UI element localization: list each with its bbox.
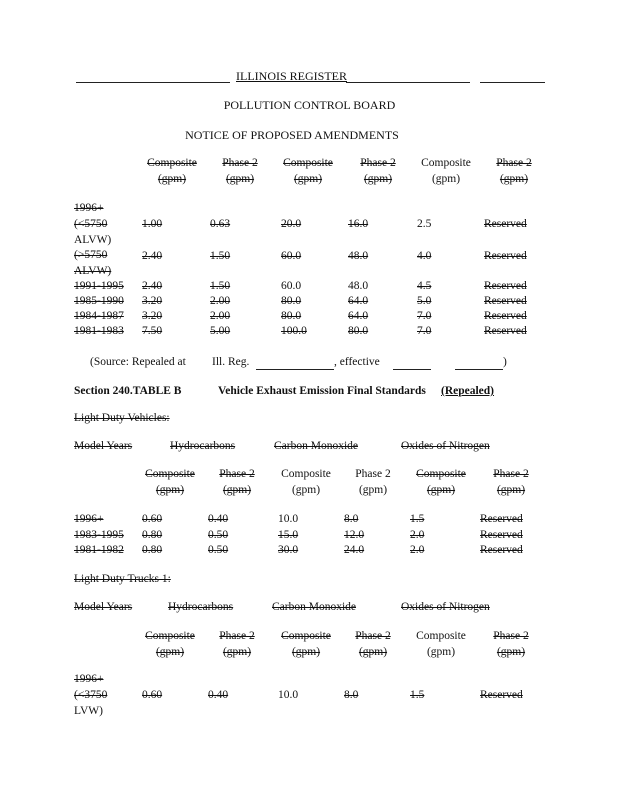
table_b-group-header: Model Years — [74, 440, 133, 452]
table_c-group-header: Hydrocarbons — [168, 601, 234, 613]
table_c-cell: 0.40 — [208, 689, 229, 701]
table_a-cell: 60.0 — [281, 250, 302, 262]
section-number: Section 240.TABLE B — [74, 385, 182, 397]
table_a-column-header: Composite — [147, 157, 197, 169]
table_b-column-header: Composite — [416, 468, 466, 480]
table_b-cell: 15.0 — [278, 529, 299, 541]
table_b-cell: 2.0 — [410, 529, 425, 541]
table_b-cell: 12.0 — [344, 529, 365, 541]
source-blank-2 — [393, 369, 431, 370]
table_b-cell: 0.80 — [142, 544, 163, 556]
table_b-cell: 0.50 — [208, 529, 229, 541]
table_b-cell: 30.0 — [278, 544, 299, 556]
table_a-column-header: Phase 2 — [222, 157, 258, 169]
table_a-cell: 100.0 — [281, 325, 307, 337]
table_b-column-header: Composite — [145, 468, 195, 480]
table_a-cell: 7.0 — [417, 325, 432, 337]
table_a-cell: 48.0 — [348, 250, 369, 262]
table_a-row-label: 1996+ — [74, 202, 104, 214]
register-title: ILLINOIS REGISTER — [236, 69, 347, 83]
table_b-column-unit: (gpm) — [358, 484, 388, 496]
table_c-column-header: Phase 2 — [493, 630, 529, 642]
table_c-group-header: Oxides of Nitrogen — [401, 601, 490, 613]
table_b-cell: 1.5 — [410, 513, 425, 525]
table_a-column-header: Phase 2 — [496, 157, 532, 169]
table_a-cell: 64.0 — [348, 295, 369, 307]
table_b-group-header: Oxides of Nitrogen — [401, 440, 490, 452]
table_a-cell: 4.5 — [417, 280, 432, 292]
table_a-cell: 80.0 — [281, 310, 302, 322]
table_a-column-unit: (gpm) — [431, 173, 461, 185]
table_a-cell: Reserved — [484, 325, 527, 337]
source-text-b: Ill. Reg. — [212, 356, 250, 368]
source-blank-3 — [455, 369, 503, 370]
source-text-c: , effective — [334, 356, 380, 368]
table_a-column-unit: (gpm) — [363, 173, 393, 185]
header-rule-page — [480, 82, 545, 83]
table_b-cell: Reserved — [480, 529, 523, 541]
table_a-cell: 48.0 — [348, 280, 369, 292]
table_b-cell: 0.40 — [208, 513, 229, 525]
table_c-column-header: Composite — [416, 630, 466, 642]
table_a-row-label: ALVW) — [74, 265, 112, 277]
table_b-cell: Reserved — [480, 544, 523, 556]
table_a-column-unit: (gpm) — [293, 173, 323, 185]
table_a-column-unit: (gpm) — [157, 173, 187, 185]
table_c-column-unit: (gpm) — [426, 646, 456, 658]
table-c-heading: Light Duty Trucks 1: — [74, 573, 171, 585]
table_c-cell: 10.0 — [278, 689, 299, 701]
table_a-cell: 20.0 — [281, 218, 302, 230]
table_a-cell: Reserved — [484, 218, 527, 230]
table_b-cell: 0.80 — [142, 529, 163, 541]
table_c-column-unit: (gpm) — [496, 646, 526, 658]
table_c-cell: 8.0 — [344, 689, 359, 701]
table_a-row-label: (<5750 — [74, 218, 108, 230]
table_b-column-unit: (gpm) — [496, 484, 526, 496]
table_b-column-unit: (gpm) — [222, 484, 252, 496]
table_a-row-label: (>5750 — [74, 249, 108, 261]
table_b-row-label: 1996+ — [74, 513, 104, 525]
table_a-cell: 2.5 — [417, 218, 432, 230]
table_b-cell: 24.0 — [344, 544, 365, 556]
table_b-column-header: Composite — [281, 468, 331, 480]
table_a-cell: Reserved — [484, 250, 527, 262]
table_a-cell: 16.0 — [348, 218, 369, 230]
table_a-cell: 7.50 — [142, 325, 163, 337]
table_a-cell: 2.40 — [142, 280, 163, 292]
table_a-row-label: 1991-1995 — [74, 280, 124, 292]
table_b-cell: Reserved — [480, 513, 523, 525]
table_a-cell: 1.00 — [142, 218, 163, 230]
table_c-column-unit: (gpm) — [155, 646, 185, 658]
table_b-column-header: Phase 2 — [219, 468, 255, 480]
table-b-heading: Light Duty Vehicles: — [74, 412, 170, 424]
table_b-cell: 0.60 — [142, 513, 163, 525]
table_a-cell: 0.63 — [210, 218, 231, 230]
table_b-column-unit: (gpm) — [291, 484, 321, 496]
board-title: POLLUTION CONTROL BOARD — [223, 98, 396, 112]
table_a-column-unit: (gpm) — [225, 173, 255, 185]
table_a-cell: 1.50 — [210, 280, 231, 292]
table_a-row-label: 1981-1983 — [74, 325, 124, 337]
table_a-cell: Reserved — [484, 310, 527, 322]
table_c-column-unit: (gpm) — [222, 646, 252, 658]
table_b-row-label: 1981-1982 — [74, 544, 124, 556]
table_a-row-label: 1984-1987 — [74, 310, 124, 322]
table_a-column-header: Composite — [283, 157, 333, 169]
table_c-column-header: Composite — [281, 630, 331, 642]
table_b-row-label: 1983-1995 — [74, 529, 124, 541]
table_a-cell: 2.00 — [210, 295, 231, 307]
table_a-cell: 64.0 — [348, 310, 369, 322]
table_a-row-label: ALVW) — [74, 234, 112, 246]
table_a-cell: 1.50 — [210, 250, 231, 262]
table_b-group-header: Carbon Monoxide — [274, 440, 359, 452]
table_a-column-header: Composite — [421, 157, 471, 169]
table_a-cell: 4.0 — [417, 250, 432, 262]
table_a-cell: 60.0 — [281, 280, 302, 292]
notice-title: NOTICE OF PROPOSED AMENDMENTS — [185, 128, 399, 142]
table_c-group-header: Carbon Monoxide — [272, 601, 357, 613]
table_a-cell: 2.40 — [142, 250, 163, 262]
table_b-cell: 2.0 — [410, 544, 425, 556]
header-rule-right — [346, 82, 470, 83]
table_a-cell: 5.0 — [417, 295, 432, 307]
source-text-d: ) — [503, 356, 507, 368]
table_a-cell: 80.0 — [348, 325, 369, 337]
table_b-column-unit: (gpm) — [155, 484, 185, 496]
table_c-row-label: LVW) — [74, 705, 103, 717]
table_c-column-header: Composite — [145, 630, 195, 642]
table_a-row-label: 1985-1990 — [74, 295, 124, 307]
source-text-a: (Source: Repealed at — [90, 356, 186, 368]
table_c-row-label: (<3750 — [74, 689, 108, 701]
table_a-cell: 80.0 — [281, 295, 302, 307]
header-rule-left — [76, 82, 230, 83]
table_b-cell: 8.0 — [344, 513, 359, 525]
table_c-group-header: Model Years — [74, 601, 133, 613]
table_a-cell: 5.00 — [210, 325, 231, 337]
table_c-cell: Reserved — [480, 689, 523, 701]
table_a-cell: Reserved — [484, 295, 527, 307]
table_b-column-header: Phase 2 — [355, 468, 391, 480]
table_b-group-header: Hydrocarbons — [170, 440, 236, 452]
table_a-cell: 2.00 — [210, 310, 231, 322]
table_b-column-unit: (gpm) — [426, 484, 456, 496]
table_c-column-header: Phase 2 — [355, 630, 391, 642]
table_c-column-header: Phase 2 — [219, 630, 255, 642]
table_a-column-unit: (gpm) — [499, 173, 529, 185]
table_c-column-unit: (gpm) — [358, 646, 388, 658]
table_a-cell: 3.20 — [142, 295, 163, 307]
table_c-column-unit: (gpm) — [291, 646, 321, 658]
table_b-cell: 10.0 — [278, 513, 299, 525]
table_a-cell: 3.20 — [142, 310, 163, 322]
table_a-column-header: Phase 2 — [360, 157, 396, 169]
table_c-cell: 1.5 — [410, 689, 425, 701]
table_b-column-header: Phase 2 — [493, 468, 529, 480]
table_b-cell: 0.50 — [208, 544, 229, 556]
section-title: Vehicle Exhaust Emission Final Standards — [218, 385, 426, 397]
source-blank-1 — [256, 369, 334, 370]
table_c-row-label: 1996+ — [74, 673, 104, 685]
table_c-cell: 0.60 — [142, 689, 163, 701]
table_a-cell: 7.0 — [417, 310, 432, 322]
section-repealed: (Repealed) — [441, 385, 495, 397]
table_a-cell: Reserved — [484, 280, 527, 292]
